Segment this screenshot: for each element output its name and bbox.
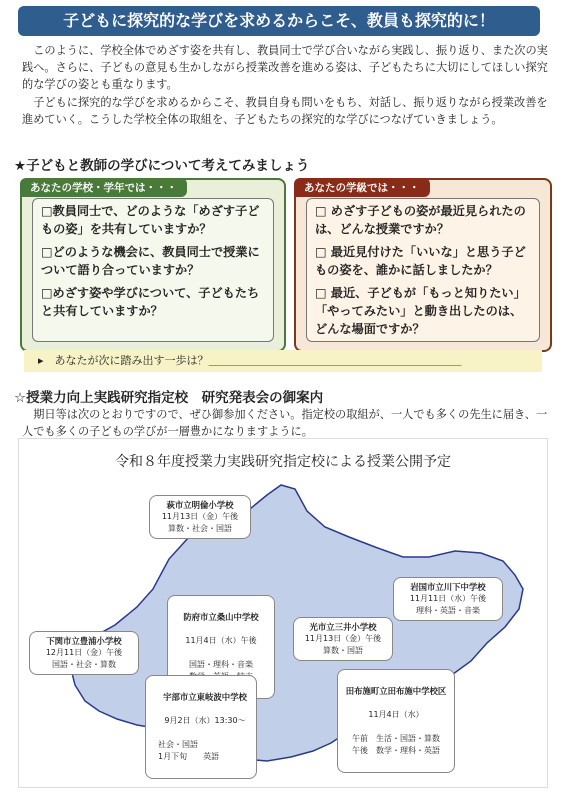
school-card-body: [32, 198, 274, 342]
school-subjects: 社会・国語 1月下旬 英語: [158, 740, 220, 761]
class-question: □ 最近、子どもが「もっと知りたい」「やってみたい」と動き出したのは、どんな場面ですか？: [315, 286, 526, 336]
school-callout-hagi-meirin: [149, 495, 251, 539]
school-subjects: 午前 生活・国語・算数 午後 数学・理科・英語: [352, 734, 440, 755]
school-date: 11月4日（水）午後: [185, 636, 257, 645]
school-subjects: 国語・理科・音楽: [189, 660, 253, 669]
school-date: 9月2日（水）13:30～: [164, 716, 246, 725]
school-name: 萩市立明倫小学校: [166, 500, 234, 510]
class-card-body: [306, 198, 540, 342]
school-name: 岩国市立川下中学校: [410, 582, 486, 592]
section-heading-reflection: ★子どもと教師の学びについて考えてみましょう: [14, 158, 310, 174]
map-title: 令和８年度授業力実践研究指定校による授業公開予定: [115, 454, 451, 470]
intro-paragraph: このように、学校全体でめざす姿を共有し、教員同士で学び合いながら実践し、振り返り、また次の実践へ。さらに、子どもの意見も生かしながら授業改善を進める姿は、子どもたちに大切にしてほしい探究的な学びの姿とも重なります。: [22, 44, 548, 91]
intro-paragraph-2: 子どもに探究的な学びを求めるからこそ、教員自身も問いをもち、対話し、振り返りながら授業改善を進めていく。こうした学校全体の取組を、子どもたちの探究的な学びにつなげていきましょう。: [22, 96, 548, 126]
school-subjects: 国語・社会・算数: [52, 660, 116, 669]
school-question: □めざす姿や学びについて、子どもたちと共有していますか？: [41, 286, 260, 318]
class-card-tab: あなたの学級では・・・: [294, 178, 430, 197]
school-name: 下関市立豊浦小学校: [46, 636, 122, 646]
school-card-tab: あなたの学校・学年では・・・: [20, 178, 187, 197]
school-name: 宇部市立東岐波中学校: [163, 692, 247, 702]
prefecture-map: [18, 438, 548, 788]
section-heading-research-schools: ☆授業力向上実践研究指定校 研究発表会の御案内: [14, 390, 324, 406]
school-callout-iwakuni-kawashimo: [393, 577, 503, 621]
school-subjects: 算数・国語: [323, 646, 363, 655]
school-date: 12月11日（金）午後: [45, 648, 123, 657]
school-name: 田布施町立田布施中学校区: [345, 686, 447, 696]
school-subjects: 算数・社会・国語: [168, 524, 232, 533]
class-questions-card: [294, 178, 552, 352]
school-date: 11月4日（水）: [368, 710, 424, 719]
school-question: □教員同士で、どのような「めざす子どもの姿」を共有していますか？: [41, 204, 260, 236]
class-question: □ 最近見付けた「いいな」と思う子どもの姿を、誰かに話しましたか？: [315, 245, 526, 277]
school-callout-tabuse: [337, 669, 455, 773]
school-name: 光市立三井小学校: [309, 622, 377, 632]
page-banner: 子どもに探究的な学びを求めるからこそ、教員も探究的に！: [18, 6, 540, 36]
school-callout-shimonoseki-toyoura: [29, 631, 139, 675]
school-callout-ube-higashikiwa: [145, 675, 257, 779]
next-step-prompt: ▸ あなたが次に踏み出す一歩は？＿＿＿＿＿＿＿＿＿＿＿＿＿＿＿＿＿＿＿＿＿＿＿: [24, 350, 542, 372]
school-name: 防府市立桑山中学校: [183, 612, 259, 622]
school-questions-card: [20, 178, 286, 352]
school-date: 11月11日（水）午後: [409, 594, 487, 603]
school-date: 11月13日（金）午後: [161, 512, 239, 521]
school-question: □どのような機会に、教員同士で授業について語り合っていますか？: [41, 245, 260, 277]
school-callout-hikari-mitsui: [293, 617, 393, 661]
school-date: 11月13日（金）午後: [304, 634, 382, 643]
schedule-intro-paragraph: 期日等は次のとおりですので、ぜひ御参加ください。指定校の取組が、一人でも多くの先生に届き、一人でも多くの子どもの学びが一層豊かになりますように。: [22, 408, 548, 438]
school-subjects: 理科・英語・音楽: [416, 606, 480, 615]
class-question: □ めざす子どもの姿が最近見られたのは、どんな授業ですか？: [315, 204, 526, 236]
